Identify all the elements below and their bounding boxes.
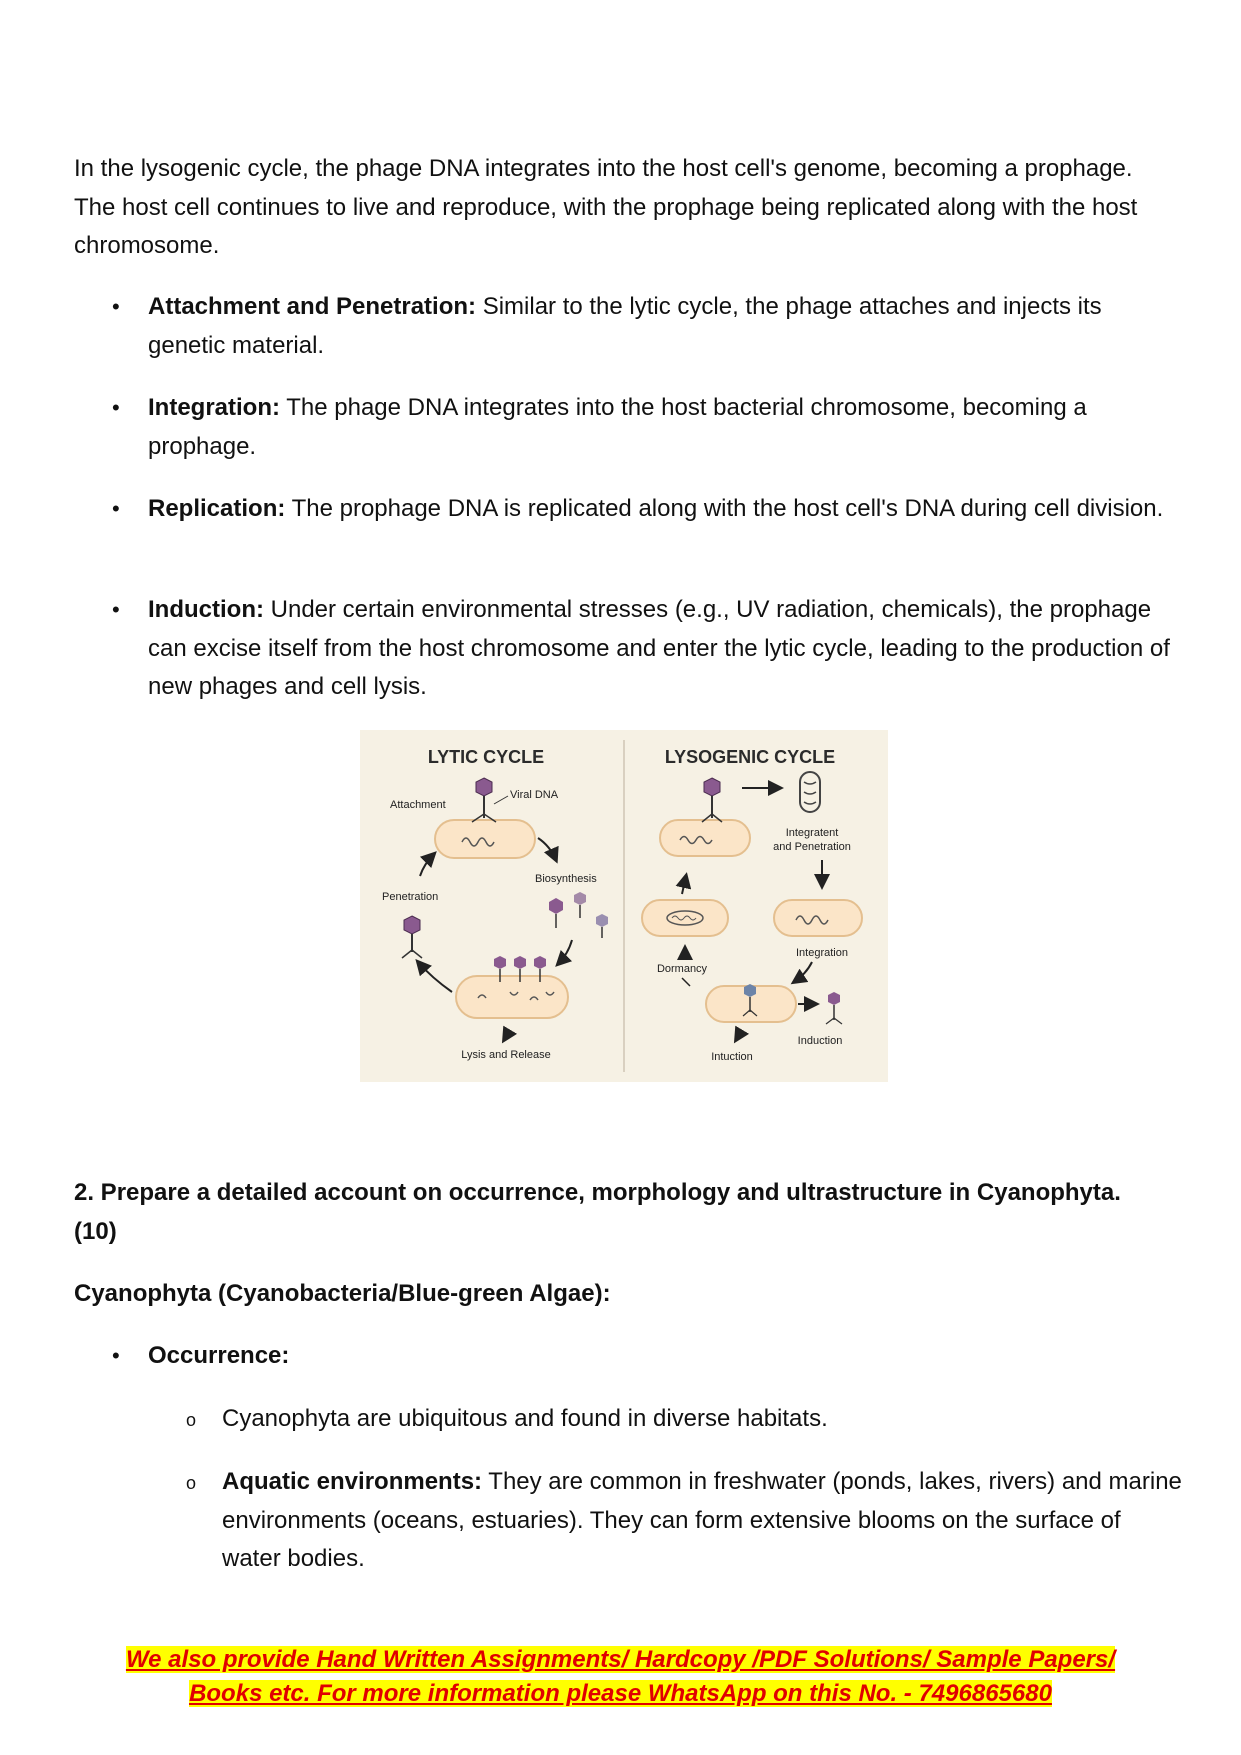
promo-line-2: Books etc. For more information please WhatsApp on this No. - 7496865680 <box>189 1680 1052 1707</box>
occurrence-term: Occurrence: <box>148 1342 290 1369</box>
list-item <box>112 1337 1178 1376</box>
question-line-1: 2. Prepare a detailed account on occurrence, morphology and ultrastructure in Cyanophyta. <box>74 1179 1121 1206</box>
intuction-label: Intuction <box>711 1051 753 1063</box>
biosynthesis-label: Biosynthesis <box>535 873 597 885</box>
list-item <box>112 288 1178 365</box>
list-item <box>186 1400 1182 1439</box>
occurrence-term: Aquatic environments: <box>222 1468 483 1495</box>
question-heading <box>74 1174 1194 1251</box>
host-cell <box>642 900 728 936</box>
phage-icon <box>402 916 422 958</box>
phage-icon <box>702 778 722 822</box>
phage-icon <box>549 892 608 938</box>
host-cell <box>660 820 750 856</box>
step-term: Induction: <box>148 596 264 623</box>
intro-paragraph: In the lysogenic cycle, the phage DNA integrates into the host cell's genome, becoming a prophage. The host cell continues to live and reproduce, with the prophage being replicated along with the host chromosome. <box>74 155 1138 259</box>
lytic-lysogenic-diagram <box>360 730 888 1082</box>
list-item <box>186 1463 1182 1579</box>
list-item <box>112 490 1178 529</box>
circle-bullet-icon: o <box>186 1410 197 1430</box>
occurrence-text: Cyanophyta are ubiquitous and found in diverse habitats. <box>222 1405 828 1432</box>
promo-line-1: We also provide Hand Written Assignments/ Hardcopy /PDF Solutions/ Sample Papers/ <box>125 1646 1116 1673</box>
step-text: Similar to the lytic cycle, the phage attaches and injects its genetic material. <box>148 293 1102 359</box>
step-text: The phage DNA integrates into the host bacterial chromosome, becoming a prophage. <box>148 394 1087 460</box>
penetration-label: Penetration <box>382 891 439 903</box>
step-text: Under certain environmental stresses (e.g., UV radiation, chemicals), the prophage can excise itself from the host chromosome and enter the lytic cycle, leading to the production of new phages and cell lysis. <box>148 596 1170 700</box>
list-item <box>112 591 1178 707</box>
section-title: Cyanophyta (Cyanobacteria/Blue-green Algae): <box>74 1280 611 1307</box>
bullet-icon: • <box>112 1343 120 1368</box>
plasmid-icon <box>800 772 820 812</box>
bullet-icon: • <box>112 496 120 521</box>
bullet-icon: • <box>112 395 120 420</box>
phage-icon <box>826 992 842 1024</box>
integratent-label-2: and Penetration <box>773 841 851 853</box>
lysis-label: Lysis and Release <box>461 1049 551 1061</box>
promo-footer <box>60 1643 1181 1711</box>
step-term: Attachment and Penetration: <box>148 293 477 320</box>
integration-label: Integration <box>796 947 848 959</box>
induction-label: Induction <box>797 1035 843 1047</box>
host-cell <box>456 976 568 1018</box>
dormancy-label: Dormancy <box>656 963 708 975</box>
viral-dna-label: Viral DNA <box>510 789 559 801</box>
bullet-icon: • <box>112 597 120 622</box>
circle-bullet-icon: o <box>186 1473 197 1493</box>
list-item <box>112 389 1178 466</box>
occurrence-text: They are common in freshwater (ponds, lakes, rivers) and marine environments (oceans, estuaries). They can form extensive blooms on the surface of water bodies. <box>222 1468 1182 1572</box>
step-term: Integration: <box>148 394 280 421</box>
integratent-label: Integratent <box>785 827 839 839</box>
phage-icon <box>472 778 496 822</box>
question-marks: (10) <box>74 1217 117 1245</box>
lysogenic-title: LYSOGENIC CYCLE <box>664 747 836 767</box>
step-term: Replication: <box>148 495 286 522</box>
step-text: The prophage DNA is replicated along with the host cell's DNA during cell division. <box>285 495 1164 522</box>
lytic-title: LYTIC CYCLE <box>427 747 545 767</box>
attachment-label: Attachment <box>390 799 446 811</box>
bullet-icon: • <box>112 294 120 319</box>
